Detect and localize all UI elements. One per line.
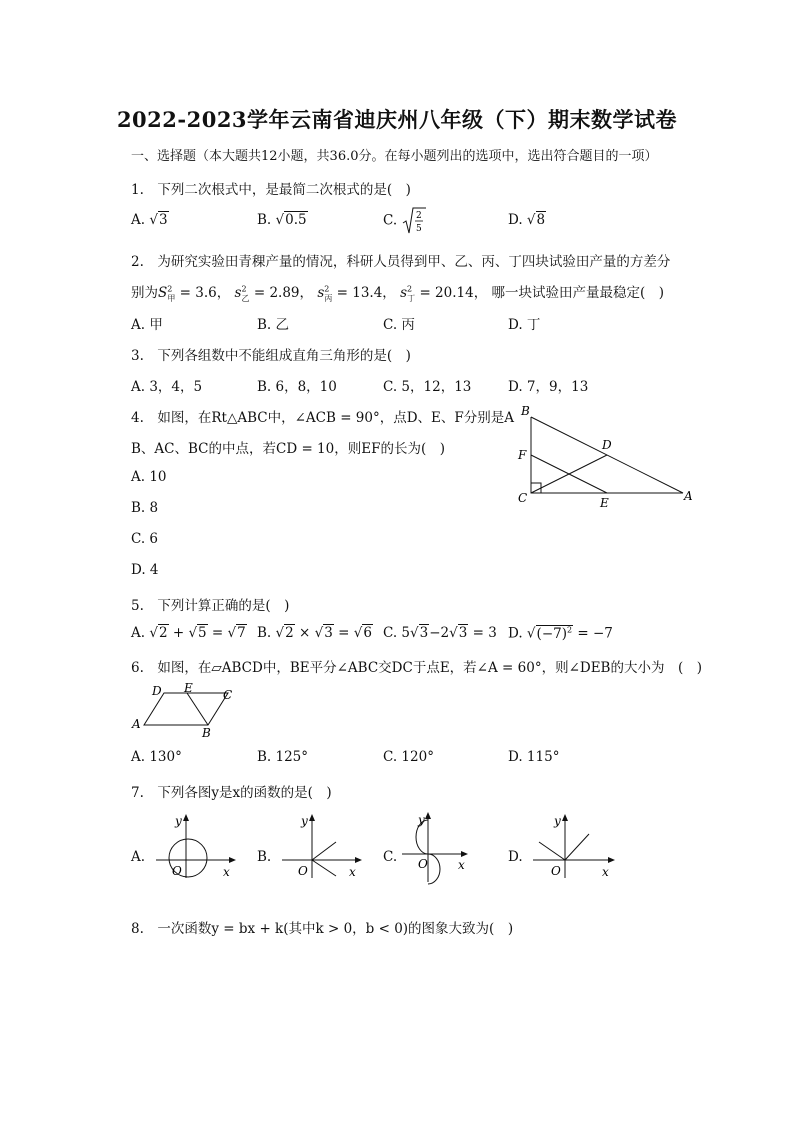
label-c: C: [518, 491, 528, 505]
svg-text:5: 5: [416, 224, 423, 234]
q7-option-a-label: A.: [131, 849, 146, 865]
q4-option-b: B. 8: [131, 500, 159, 516]
svg-text:O: O: [172, 864, 182, 878]
svg-text:O: O: [551, 864, 561, 878]
q7-graph-c-arcs: [398, 810, 478, 885]
question-5-stem: 5. 下列计算正确的是( ): [131, 598, 290, 614]
svg-text:O: O: [418, 857, 428, 871]
label-b: B: [521, 404, 530, 418]
q7-option-b-label: B.: [257, 849, 272, 865]
q7-option-c-label: C.: [383, 849, 398, 865]
q2-option-b: B. 乙: [257, 317, 290, 333]
q5-option-d: D. $√(-7)^2 = -7$: [508, 625, 613, 642]
label-a: A: [684, 489, 693, 503]
q3-option-c: C. 5，12，13: [383, 379, 472, 395]
q1-option-c: C. 2 5: [383, 206, 427, 236]
q2-option-d: D. 丁: [508, 317, 541, 333]
q6-option-b: B. 125°: [257, 749, 309, 765]
question-4-line1: 4. 如图，在Rt△ABC中，∠ACB = 90°，点D、E、F分别是A: [131, 410, 515, 426]
parallelogram-figure: [130, 682, 240, 740]
svg-text:y: y: [554, 814, 561, 828]
label-e: E: [600, 496, 609, 510]
svg-text:x: x: [349, 865, 356, 879]
svg-text:2: 2: [416, 211, 423, 221]
label-d: D: [152, 684, 162, 698]
label-f: F: [518, 448, 527, 462]
q4-option-a: A. 10: [131, 469, 167, 485]
q7-graph-d-lines: [527, 812, 617, 882]
q5-option-b: B. √2 × √3 = √6: [257, 625, 372, 641]
label-e: E: [184, 682, 193, 695]
q6-option-d: D. 115°: [508, 749, 560, 765]
question-2-line1: 2. 为研究实验田青稞产量的情况，科研人员得到甲、乙、丙、丁四块试验田产量的方差分: [131, 254, 671, 270]
q7-graph-b-lines: [274, 812, 364, 882]
question-1-stem: 1. 下列二次根式中，是最简二次根式的是( ): [131, 182, 411, 198]
label-b: B: [202, 726, 211, 740]
q2-option-a: A. 甲: [131, 317, 163, 333]
question-3-stem: 3. 下列各组数中不能组成直角三角形的是( ): [131, 348, 411, 364]
q6-option-a: A. 130°: [131, 749, 182, 765]
question-6-stem: 6. 如图，在▱ABCD中，BE平分∠ABC交DC于点E，若∠A = 60°，则∠DEB的大小为 ( ): [131, 660, 703, 676]
question-8-stem: 8. 一次函数y = bx + k(其中k > 0，b < 0)的图象大致为( ): [131, 921, 514, 937]
q7-option-d-label: D.: [508, 849, 523, 865]
q6-option-c: C. 120°: [383, 749, 434, 765]
question-7-stem: 7. 下列各图y是x的函数的是( ): [131, 785, 332, 801]
svg-text:x: x: [458, 858, 465, 872]
q4-option-d: D. 4: [131, 562, 159, 578]
q4-option-c: C. 6: [131, 531, 159, 547]
label-a: A: [132, 717, 141, 731]
svg-text:x: x: [223, 865, 230, 879]
triangle-abc-figure: [510, 400, 700, 515]
svg-text:y: y: [418, 813, 425, 827]
q1-option-b: B. √0.5: [257, 212, 307, 228]
svg-text:y: y: [301, 814, 308, 828]
q3-option-b: B. 6，8，10: [257, 379, 337, 395]
label-d: D: [602, 438, 612, 452]
svg-text:x: x: [602, 865, 609, 879]
page-title: 2022-2023学年云南省迪庆州八年级（下）期末数学试卷: [116, 107, 678, 132]
q1-option-d: D. √8: [508, 212, 546, 228]
sqrt-fraction-icon: [401, 206, 427, 236]
svg-text:y: y: [175, 814, 182, 828]
q7-graph-a-circle: [148, 812, 238, 882]
label-c: C: [223, 688, 233, 702]
q3-option-d: D. 7，9，13: [508, 379, 589, 395]
question-2-line2: 别为$S^2_甲 = 3.6$， $s^2_乙 = 2.89$， $s^2_丙 = 13.4$， $s^2_丁 = 20.14$， 哪一块试验田产量最稳定( ): [131, 284, 665, 303]
q5-option-a: A. √2 + √5 = √7: [131, 625, 246, 641]
q2-option-c: C. 丙: [383, 317, 415, 333]
section-heading: 一、选择题（本大题共12小题，共36.0分。在每小题列出的选项中，选出符合题目的一项）: [131, 149, 658, 164]
q3-option-a: A. 3，4，5: [131, 379, 203, 395]
q5-option-c: C. 5√3−2√3 = 3: [383, 625, 497, 641]
q1-option-a: A. √3: [131, 212, 168, 228]
question-4-line2: B、AC、BC的中点，若CD = 10，则EF的长为( ): [131, 441, 445, 457]
svg-text:O: O: [298, 864, 308, 878]
